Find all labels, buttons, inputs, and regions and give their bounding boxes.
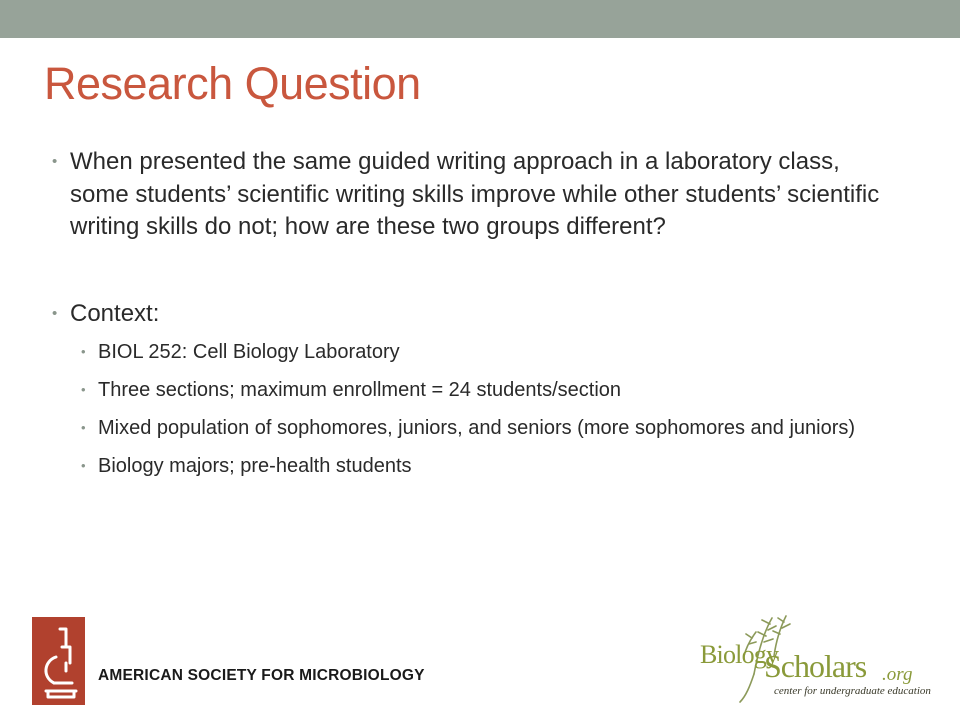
context-bullet: • Context:: [52, 298, 882, 331]
asm-logo-icon: [32, 617, 85, 705]
context-item-population: • Mixed population of sophomores, juniors, and seniors (more sophomores and juniors): [52, 415, 882, 441]
bs-biology-text: Biology: [700, 640, 779, 669]
context-item-sections: • Three sections; maximum enrollment = 24 students/section: [52, 377, 882, 403]
context-item-course: • BIOL 252: Cell Biology Laboratory: [52, 339, 882, 365]
bs-org-text: .org: [882, 664, 913, 685]
bullet-list: [52, 146, 882, 479]
context-item-majors: • Biology majors; pre-health students: [52, 453, 882, 479]
bs-tagline-text: center for undergraduate education: [774, 685, 931, 697]
biologyscholars-logo: [694, 612, 934, 706]
bs-scholars-text: Scholars: [764, 648, 867, 684]
research-question-bullet: • When presented the same guided writing approach in a laboratory class, some students’ scientific writing skills improve while other students’ scientific writing skills do not; how are these two groups different?: [52, 146, 882, 244]
slide-title: Research Question: [44, 58, 421, 109]
top-accent-bar: [0, 0, 960, 38]
asm-name: AMERICAN SOCIETY FOR MICROBIOLOGY: [98, 667, 425, 684]
